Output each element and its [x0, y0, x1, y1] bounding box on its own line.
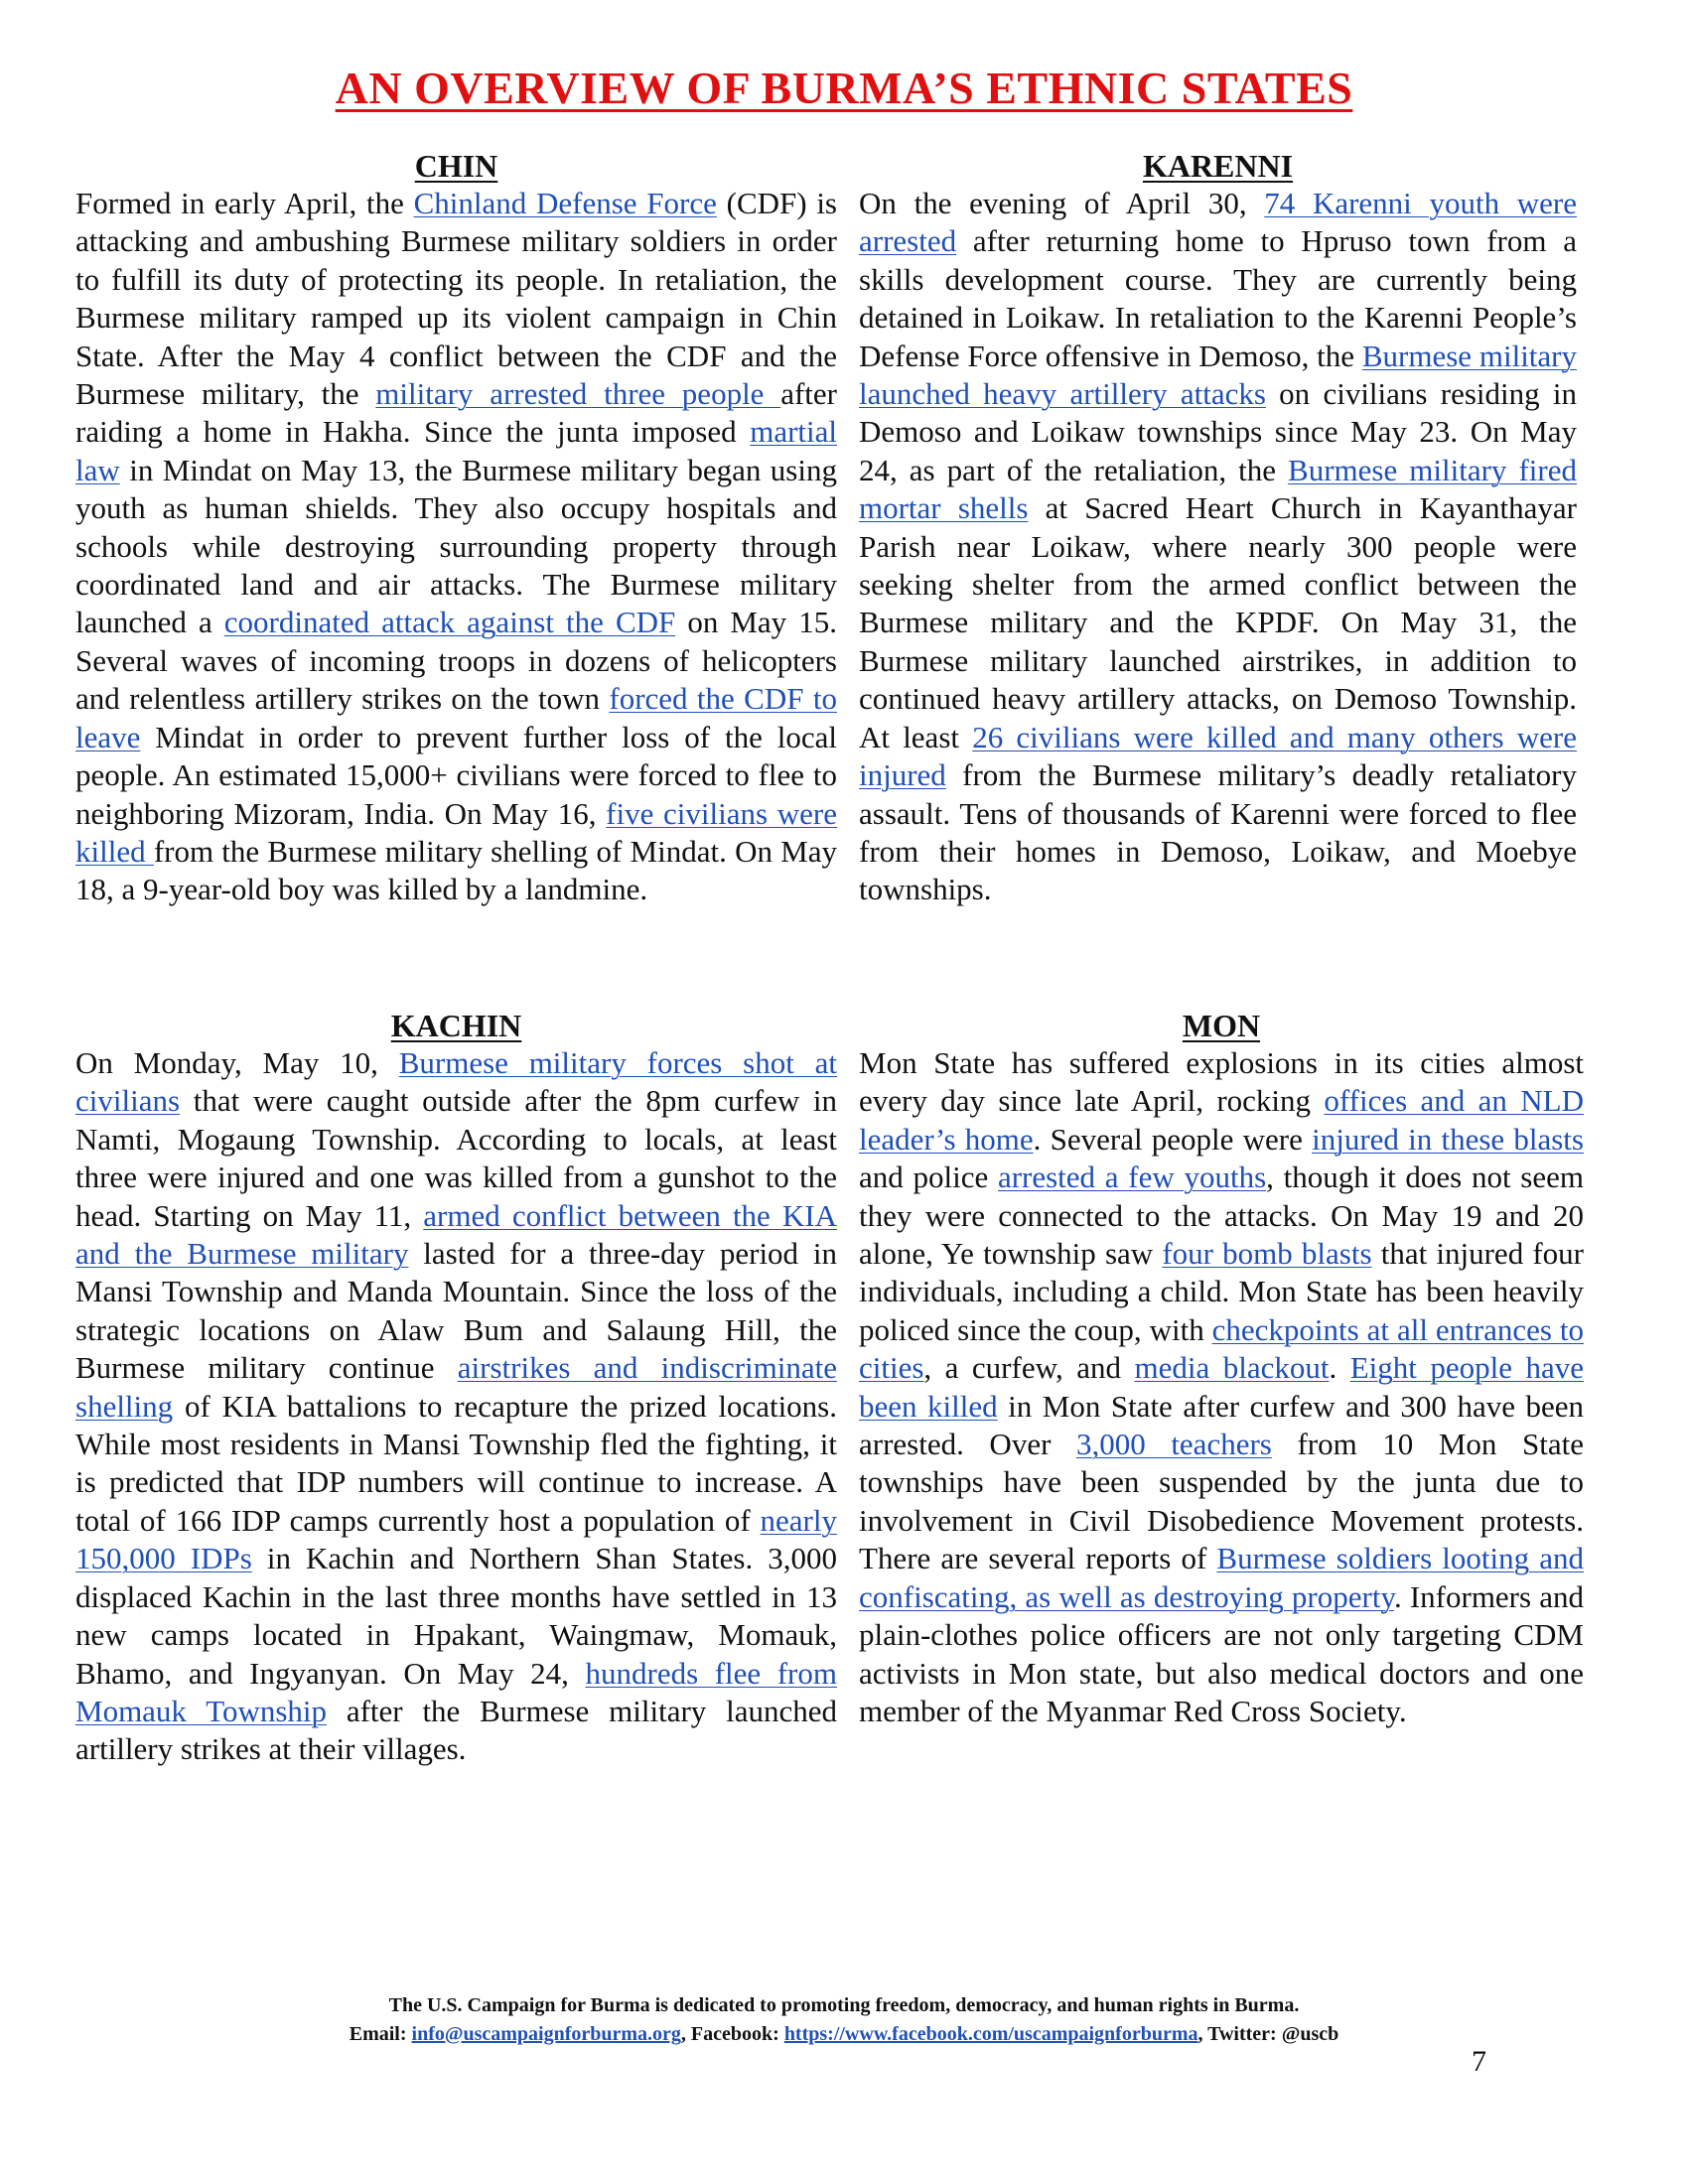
- inline-link[interactable]: offices and an NLD leader’s home: [859, 1083, 1584, 1157]
- inline-link[interactable]: coordinated attack against the CDF: [223, 605, 676, 640]
- inline-link[interactable]: arrested a few youths: [997, 1160, 1267, 1195]
- body-text: on civilians residing in Demoso and Loikaw townships since May 23. On May 24, as part of the retaliation, the: [859, 376, 1577, 487]
- body-text: from the Burmese military’s deadly retaliatory assault. Tens of thousands of Karenni were forced to flee from their homes in Demoso, Loikaw, and Moebye townships.: [859, 757, 1577, 907]
- section-karenni: [859, 147, 1577, 909]
- body-text: On the evening of April 30,: [859, 186, 1265, 220]
- body-text: in Kachin and Northern Shan States. 3,000 displaced Kachin in the last three months have settled in 13 new camps located in Hpakant, Waingmaw, Momauk, Bhamo, and Ingyanyan. On May 24,: [75, 1541, 837, 1691]
- footer-contact: [0, 2020, 1688, 2049]
- section-mon: [859, 1007, 1584, 1730]
- section-kachin: [75, 1007, 837, 1769]
- body-text: Mon State has suffered explosions in its cities almost every day since late April, rocking: [859, 1045, 1584, 1119]
- section-body-karenni: [859, 185, 1577, 909]
- inline-link[interactable]: forced the CDF to leave: [75, 681, 837, 754]
- inline-link[interactable]: checkpoints at all entrances to cities: [859, 1311, 1585, 1386]
- inline-link[interactable]: Burmese soldiers looting and confiscating, as well as destroying property: [859, 1541, 1584, 1614]
- inline-link[interactable]: five civilians were killed: [75, 795, 837, 869]
- body-text: Formed in early April, the: [75, 186, 414, 220]
- body-text: lasted for a three-day period in Mansi Township and Manda Mountain. Since the loss of the strategic locations on Alaw Bum and Salaung Hill, the Burmese military continue: [75, 1236, 837, 1386]
- body-text: of KIA battalions to recapture the prized locations. While most residents in Mansi Township fled the fighting, it is predicted that IDP numbers will continue to increase. A total of 166 IDP camps currently host a population of: [75, 1388, 837, 1538]
- footer-email-label: Email:: [349, 2023, 412, 2045]
- section-body-kachin: [75, 1044, 837, 1769]
- body-text: (CDF) is attacking and ambushing Burmese military soldiers in order to fulfill its duty of protecting its people. In retaliation, the Burmese military ramped up its violent campaign in Chin State. After the May 4 conflict between the CDF and the Burmese military, the: [75, 186, 837, 412]
- page-title: AN OVERVIEW OF BURMA’S ETHNIC STATES: [335, 63, 1353, 113]
- body-text: On Monday, May 10,: [75, 1045, 399, 1080]
- inline-link[interactable]: media blackout: [1134, 1350, 1330, 1386]
- body-text: that injured four individuals, including a child. Mon State has been heavily policed since the coup, with: [859, 1236, 1585, 1347]
- footer-twitter-handle: @uscb: [1281, 2023, 1339, 2045]
- body-text: and police: [859, 1160, 998, 1195]
- inline-link[interactable]: hundreds flee from Momauk Township: [75, 1655, 837, 1728]
- section-heading-chin: CHIN: [414, 148, 498, 184]
- footer-mission: The U.S. Campaign for Burma is dedicated to promoting freedom, democracy, and human rights in Burma.: [388, 1994, 1300, 2016]
- body-text: from the Burmese military shelling of Mindat. On May 18, a 9-year-old boy was killed by a landmine.: [75, 833, 837, 907]
- body-text: , though it does not seem they were connected to the attacks. On May 19 and 20 alone, Ye township saw: [859, 1160, 1584, 1272]
- section-body-mon: [859, 1044, 1584, 1730]
- body-text: in Mon State after curfew and 300 have been arrested. Over: [859, 1388, 1584, 1462]
- body-text: at Sacred Heart Church in Kayanthayar Parish near Loikaw, where nearly 300 people were seeking shelter from the armed conflict between the Burmese military and the KPDF. On May 31, the Burmese military launched airstrikes, in addition to continued heavy artillery attacks, on Demoso Township. At least: [859, 490, 1577, 754]
- inline-link[interactable]: airstrikes and indiscriminate shelling: [75, 1350, 837, 1424]
- inline-link[interactable]: Chinland Defense Force: [413, 186, 717, 220]
- body-text: Mindat in order to prevent further loss of the local people. An estimated 15,000+ civilians were forced to flee to neighboring Mizoram, India. On May 16,: [75, 719, 837, 831]
- body-text: after the Burmese military launched artillery strikes at their villages.: [75, 1693, 837, 1767]
- inline-link[interactable]: armed conflict between the KIA and the Burmese military: [75, 1197, 837, 1272]
- section-heading-kachin: KACHIN: [390, 1008, 522, 1043]
- inline-link[interactable]: injured in these blasts: [1312, 1121, 1584, 1157]
- section-heading-karenni: KARENNI: [1142, 148, 1294, 184]
- inline-link[interactable]: military arrested three people: [375, 376, 781, 412]
- body-text: , a curfew, and: [923, 1350, 1135, 1386]
- body-text: in Mindat on May 13, the Burmese military began using youth as human shields. They also occupy hospitals and schools while destroying surrounding property through coordinated land and air attacks. The Burmese military launched a: [75, 452, 837, 640]
- inline-link[interactable]: Eight people have been killed: [859, 1350, 1585, 1424]
- footer-facebook-link[interactable]: https://www.facebook.com/uscampaignforburma: [783, 2023, 1198, 2045]
- body-text: . Several people were: [1033, 1121, 1313, 1157]
- footer-facebook-label: , Facebook:: [680, 2023, 784, 2045]
- section-chin: [75, 147, 837, 909]
- inline-link[interactable]: Burmese military launched heavy artillery attacks: [859, 338, 1577, 412]
- inline-link[interactable]: four bomb blasts: [1162, 1236, 1372, 1272]
- body-text: after returning home to Hpruso town from a skills development course. They are currently being detained in Loikaw. In retaliation to the Karenni People’s Defense Force offensive in Demoso, the: [859, 223, 1577, 373]
- footer-twitter-label: , Twitter:: [1197, 2023, 1282, 2045]
- inline-link[interactable]: Burmese military forces shot at civilians: [75, 1045, 837, 1119]
- footer-email-link[interactable]: info@uscampaignforburma.org: [411, 2023, 681, 2045]
- inline-link[interactable]: 74 Karenni youth were arrested: [859, 186, 1577, 259]
- body-text: from 10 Mon State townships have been suspended by the junta due to involvement in Civil Disobedience Movement protests. There are several reports of: [859, 1427, 1584, 1576]
- body-text: after raiding a home in Hakha. Since the junta imposed: [75, 376, 837, 450]
- body-text: .: [1329, 1350, 1350, 1386]
- section-heading-mon: MON: [1182, 1008, 1261, 1043]
- body-text: . Informers and plain-clothes police officers are not only targeting CDM activists in Mon state, but also medical doctors and one member of the Myanmar Red Cross Society.: [859, 1578, 1584, 1728]
- body-text: on May 15. Several waves of incoming troops in dozens of helicopters and relentless artillery strikes on the town: [75, 605, 837, 717]
- body-text: that were caught outside after the 8pm curfew in Namti, Mogaung Township. According to locals, at least three were injured and one was killed from a gunshot to the head. Starting on May 11,: [75, 1083, 837, 1233]
- inline-link[interactable]: 3,000 teachers: [1075, 1427, 1272, 1462]
- inline-link[interactable]: Burmese military fired mortar shells: [859, 452, 1577, 526]
- inline-link[interactable]: martial law: [75, 414, 837, 487]
- inline-link[interactable]: nearly 150,000 IDPs: [75, 1502, 837, 1576]
- section-body-chin: [75, 185, 837, 909]
- inline-link[interactable]: 26 civilians were killed and many others were injured: [859, 719, 1577, 793]
- footer: [0, 1991, 1688, 2049]
- page-number: 7: [1472, 2045, 1486, 2078]
